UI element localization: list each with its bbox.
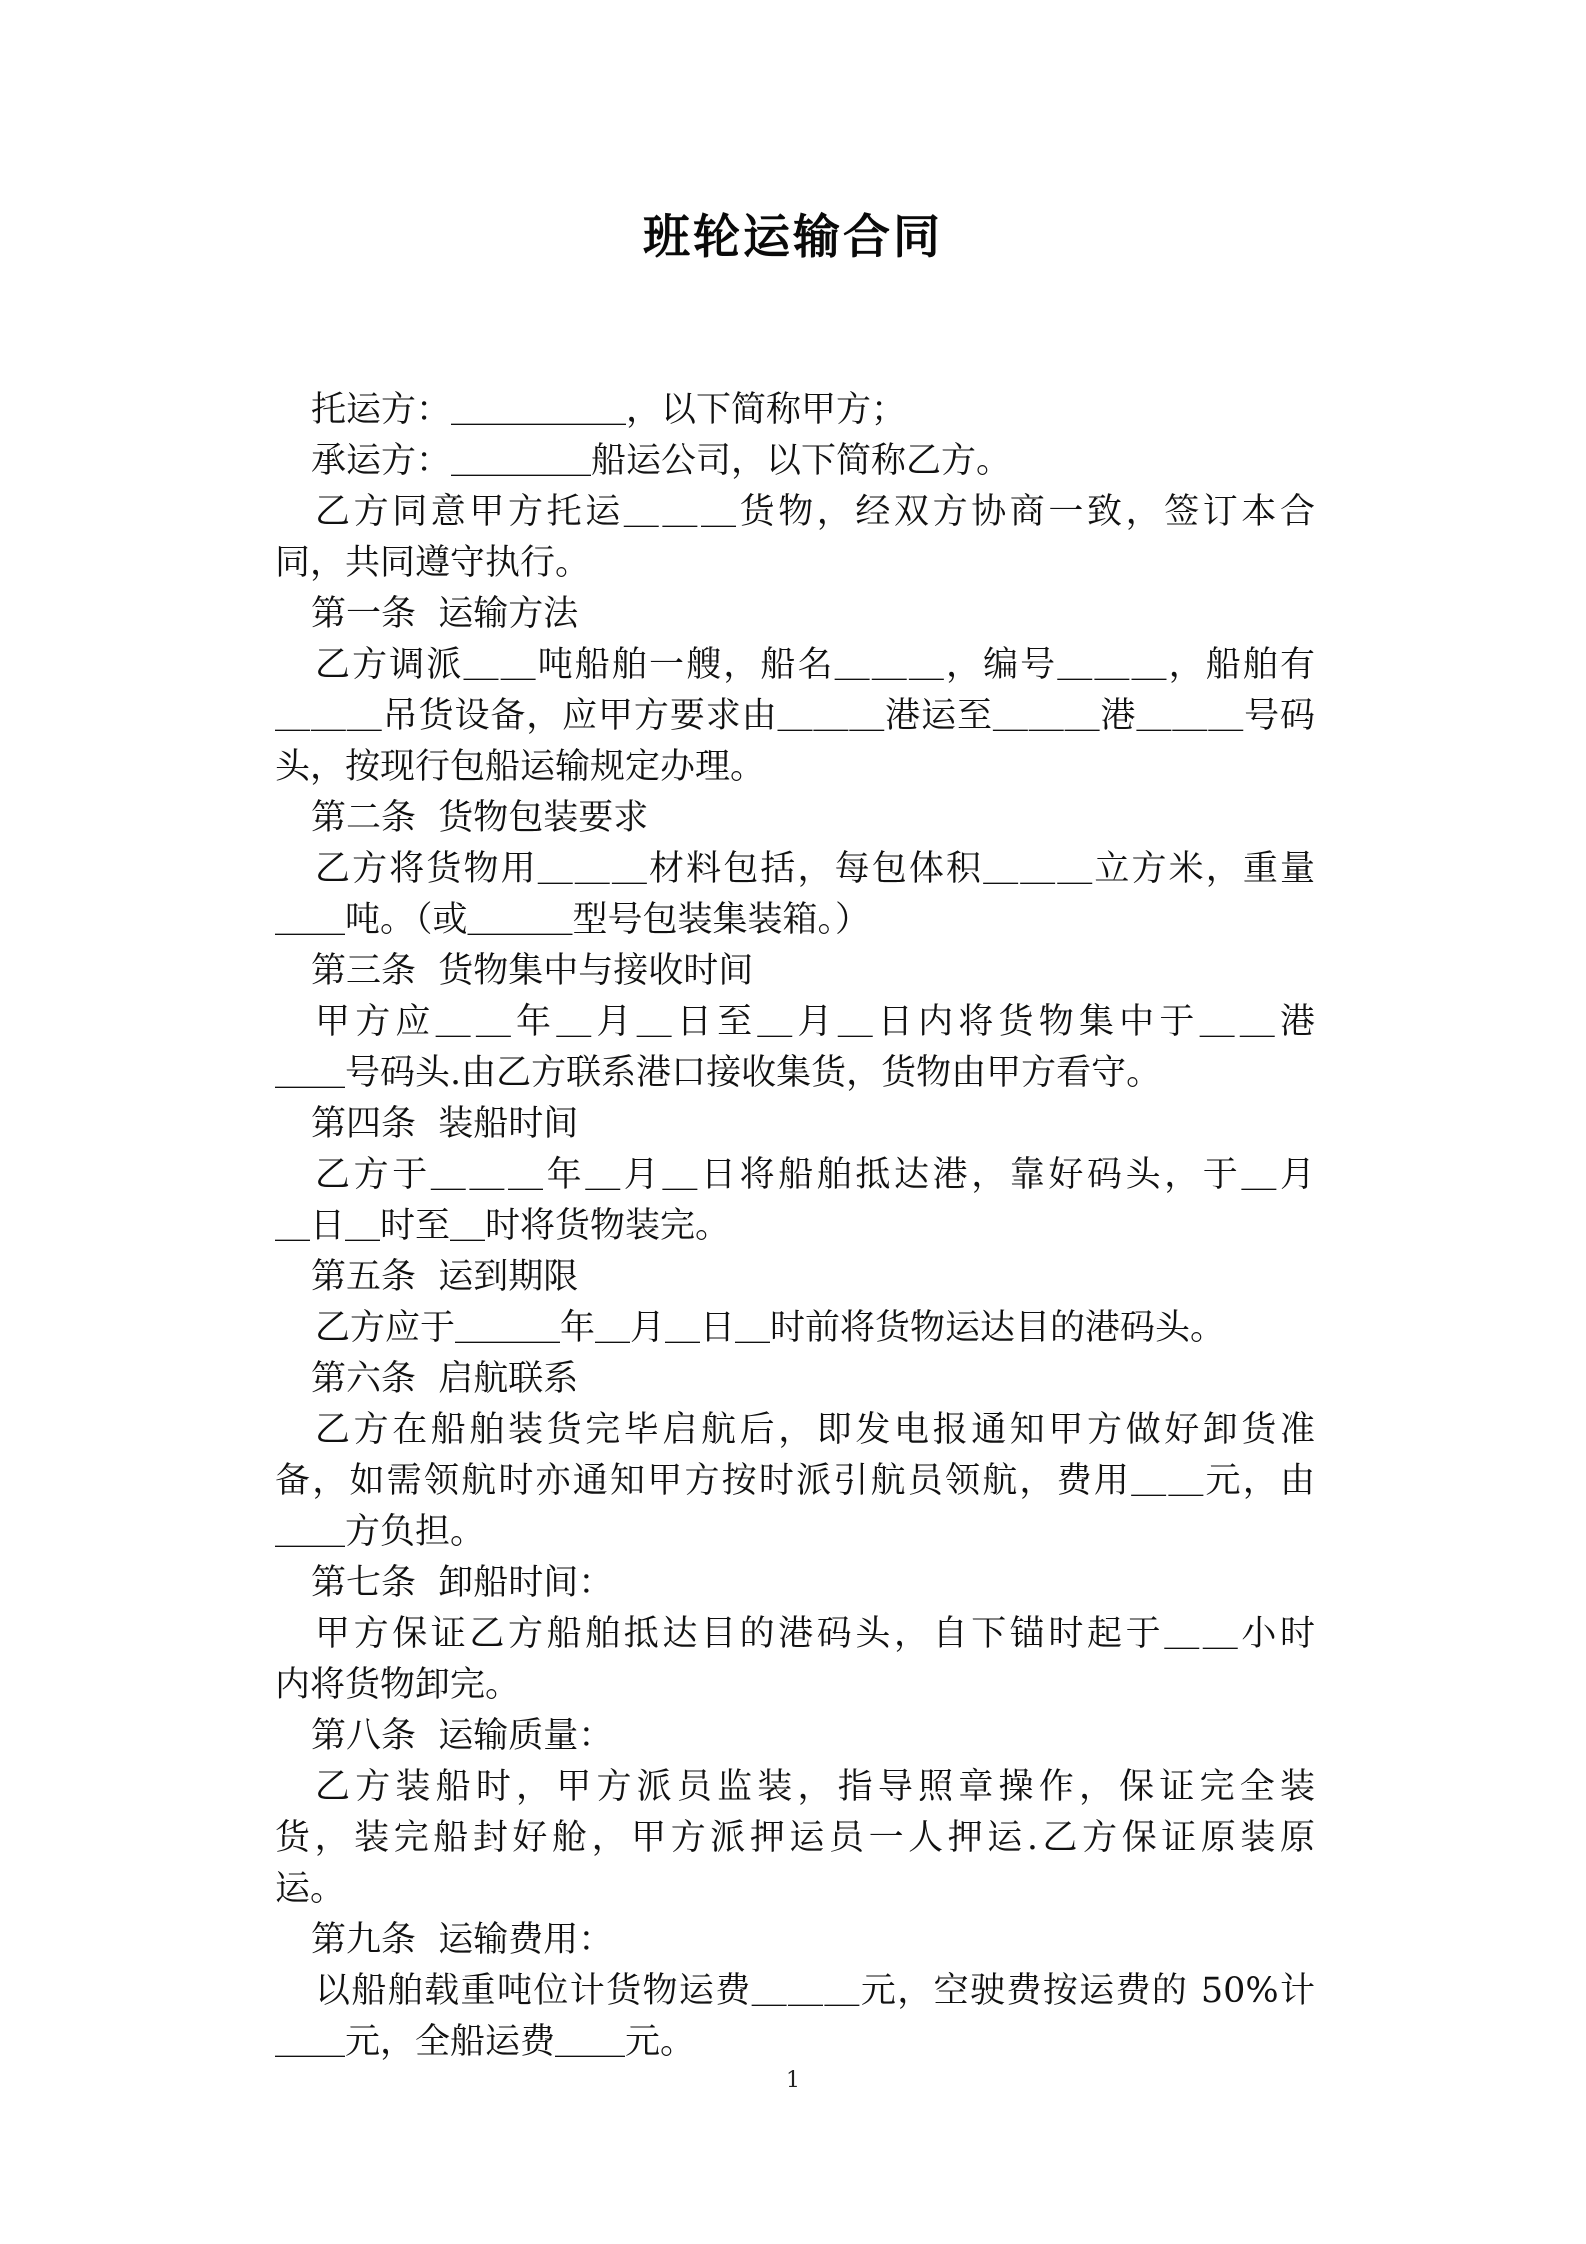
document-line: 第三条 货物集中与接收时间 [311, 951, 754, 991]
document-line: 运。 [275, 1869, 346, 1909]
document-line: ＿＿方负担。 [275, 1512, 486, 1552]
document-line: 乙方同意甲方托运＿＿＿货物，经双方协商一致，签订本合 [315, 492, 1315, 532]
document-line: 第六条 启航联系 [311, 1359, 579, 1399]
document-line: 乙方将货物用＿＿＿材料包括，每包体积＿＿＿立方米，重量 [315, 849, 1315, 889]
document-line: 乙方在船舶装货完毕启航后，即发电报通知甲方做好卸货准 [315, 1410, 1315, 1450]
document-line: 乙方应于＿＿＿年＿月＿日＿时前将货物运达目的港码头。 [315, 1308, 1226, 1348]
document-line: 乙方调派＿＿吨船舶一艘，船名＿＿＿，编号＿＿＿，船舶有 [315, 645, 1315, 685]
document-line: 第五条 运到期限 [311, 1257, 579, 1297]
document-line: 乙方装船时，甲方派员监装，指导照章操作，保证完全装 [315, 1767, 1315, 1807]
document-line: 第一条 运输方法 [311, 594, 579, 634]
document-line: 第二条 货物包装要求 [311, 798, 649, 838]
page-number: 1 [786, 2068, 800, 2093]
document-line: ＿＿元，全船运费＿＿元。 [275, 2022, 696, 2062]
document-line: 货，装完船封好舱，甲方派押运员一人押运.乙方保证原装原 [275, 1818, 1315, 1858]
document-body [275, 385, 1315, 2068]
document-line: 承运方：＿＿＿＿船运公司，以下简称乙方。 [311, 441, 1012, 481]
document-line: 同，共同遵守执行。 [275, 543, 591, 583]
document-line: 头，按现行包船运输规定办理。 [275, 747, 766, 787]
document-line: 以船舶载重吨位计货物运费＿＿＿元，空驶费按运费的 50%计 [315, 1971, 1315, 2011]
document-line: 托运方：＿＿＿＿＿，以下简称甲方； [311, 390, 907, 430]
document-line: 备，如需领航时亦通知甲方按时派引航员领航，费用＿＿元，由 [275, 1461, 1315, 1501]
document-line: 内将货物卸完。 [275, 1665, 521, 1705]
document-line: ＿＿号码头.由乙方联系港口接收集货，货物由甲方看守。 [275, 1053, 1162, 1093]
document-title: 班轮运输合同 [643, 210, 943, 265]
document-line: 乙方于＿＿＿年＿月＿日将船舶抵达港，靠好码头，于＿月 [315, 1155, 1315, 1195]
document-line: 甲方应＿＿年＿月＿日至＿月＿日内将货物集中于＿＿港 [315, 1002, 1315, 1042]
document-line: 甲方保证乙方船舶抵达目的港码头，自下锚时起于＿＿小时 [315, 1614, 1315, 1654]
document-line: 第七条 卸船时间： [311, 1563, 614, 1603]
document-line: 第八条 运输质量： [311, 1716, 614, 1756]
document-line: 第四条 装船时间 [311, 1104, 579, 1144]
document-line: ＿日＿时至＿时将货物装完。 [275, 1206, 731, 1246]
document-line: ＿＿吨。（或＿＿＿型号包装集装箱。） [275, 900, 871, 940]
document-line: ＿＿＿吊货设备，应甲方要求由＿＿＿港运至＿＿＿港＿＿＿号码 [275, 696, 1315, 736]
document-line: 第九条 运输费用： [311, 1920, 614, 1960]
